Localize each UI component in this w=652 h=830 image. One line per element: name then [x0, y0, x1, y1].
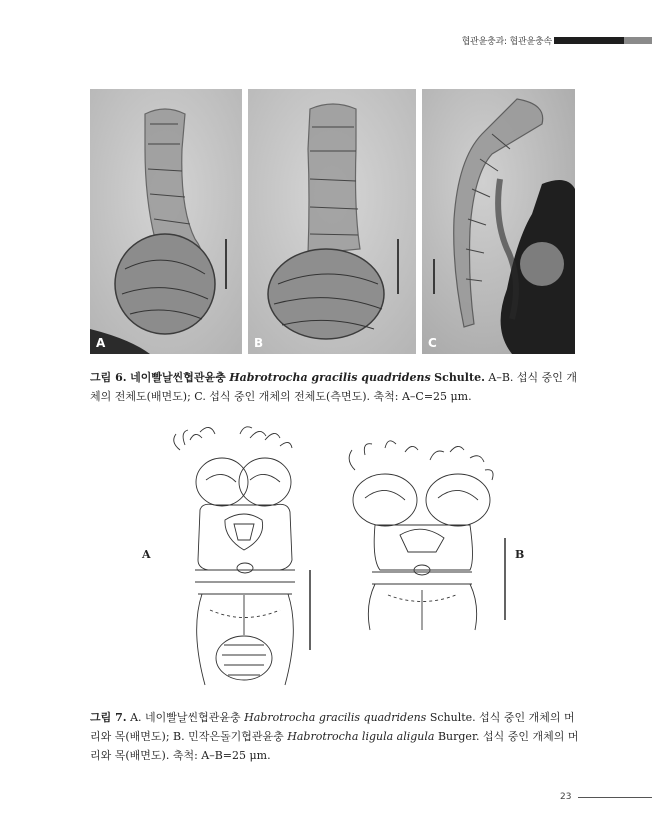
drawing-a — [174, 427, 295, 685]
header-bar-mid — [624, 37, 652, 44]
micrograph-c — [422, 89, 575, 354]
figure-6-korean-name: 네이빨날씬협관윤충 — [130, 371, 226, 384]
page-number-rule — [578, 797, 652, 798]
panel-label-a: A — [96, 336, 106, 350]
figure-7-caption-text-1: A. 네이빨날씬협관윤충 — [130, 711, 241, 724]
micrograph-a — [90, 89, 242, 354]
figure-6-caption-text: A–B. 섭식 중인 개체의 전체도(배면도); C. 섭식 중인 개체의 전체도(측면도). 축척: A–C=25 μm. — [90, 371, 578, 403]
figure-6-species: Habrotrocha gracilis quadridens — [229, 371, 431, 384]
panel-label-c: C — [428, 336, 437, 350]
figure-7-author-2: Burger. — [437, 730, 480, 743]
figure-7-caption-text-3: 섭식 중인 개체의 머리와 목(배면도). 축척: A–B=25 μm. — [90, 730, 579, 762]
figure-7-drawings — [140, 420, 540, 700]
header-bar-dark — [554, 37, 624, 44]
running-header: 협관윤충과: 협관윤충속 — [461, 37, 552, 47]
figure-7-label: 그림 7. — [90, 711, 127, 724]
figure-6-caption — [90, 368, 580, 406]
header-bar — [554, 37, 652, 44]
drawing-b — [349, 441, 493, 630]
figure-7-species-2: Habrotrocha ligula aligula — [287, 730, 435, 743]
page-number: 23 — [560, 792, 572, 802]
figure-7-caption-text-2: 섭식 중인 개체의 머리와 목(배면도); B. 민작은돌기협관윤충 — [90, 711, 575, 743]
micrograph-b — [248, 89, 416, 354]
figure-7-caption — [90, 708, 580, 765]
figure-6-label: 그림 6. — [90, 371, 127, 384]
figure-7-label-a: A — [142, 548, 151, 561]
figure-6-author: Schulte. — [434, 371, 485, 384]
figure-7-author-1: Schulte. — [429, 711, 476, 724]
panel-label-b: B — [254, 336, 264, 350]
figure-7-species-1: Habrotrocha gracilis quadridens — [244, 711, 427, 724]
figure-7-label-b: B — [515, 548, 525, 561]
